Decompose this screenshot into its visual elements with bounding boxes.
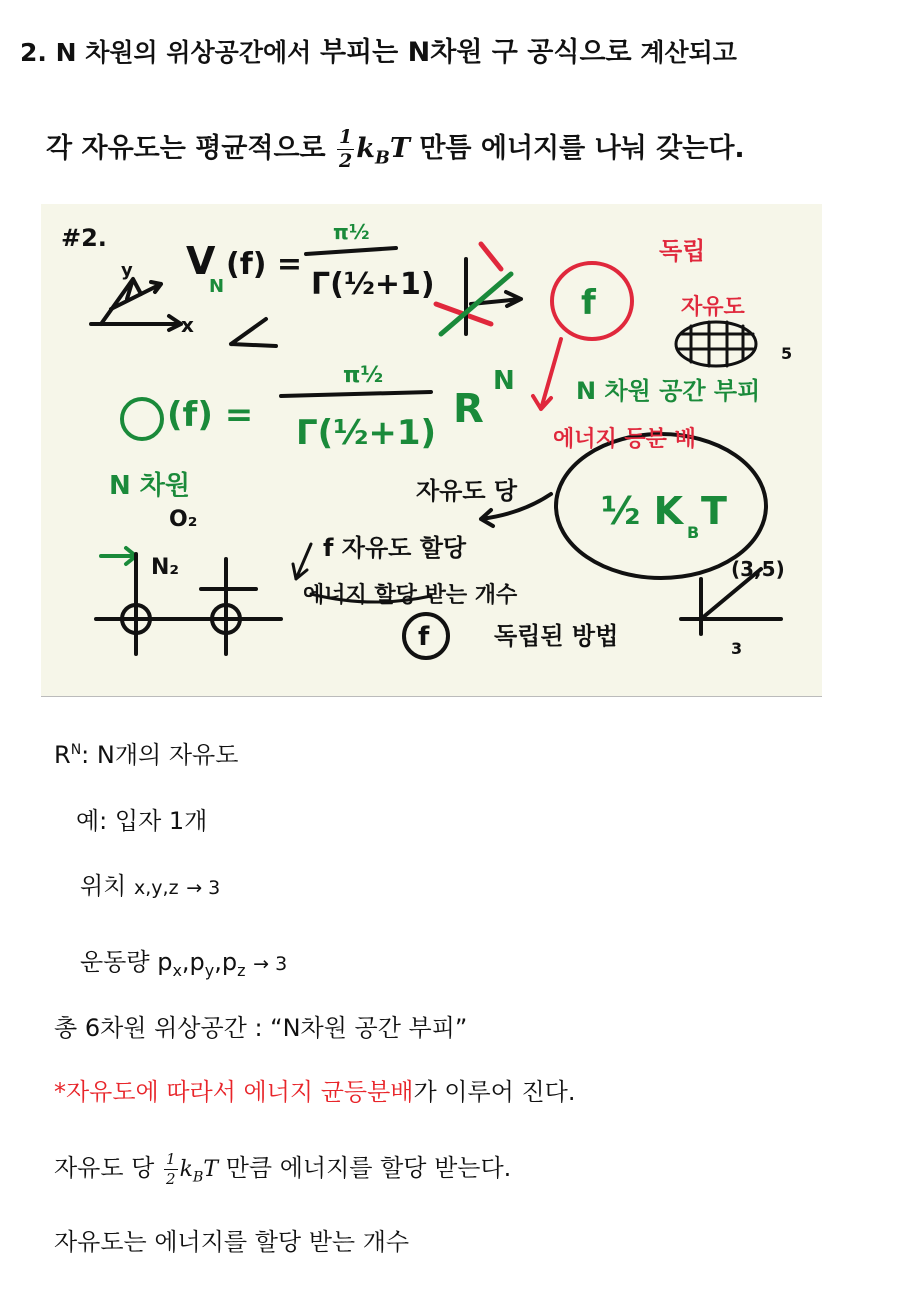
svg-text:N₂: N₂	[151, 555, 180, 580]
whiteboard-text	[61, 220, 792, 658]
half-fraction	[337, 128, 354, 171]
axes-sketch-2	[96, 554, 281, 654]
svg-text:f 자유도 할당: f 자유도 할당	[323, 534, 467, 562]
mesh-ball	[676, 322, 756, 366]
svg-text:½ K: ½ K	[601, 489, 684, 533]
svg-text:B: B	[687, 523, 700, 542]
line-total: 총 6차원 위상공간 : “N차원 공간 부피”	[54, 1014, 468, 1042]
svg-text:독립된 방법: 독립된 방법	[494, 622, 619, 650]
svg-text:O₂: O₂	[169, 507, 198, 532]
svg-text:N 차원 공간 부피: N 차원 공간 부피	[576, 377, 761, 405]
line-position: 위치 x,y,z → 3	[80, 872, 221, 900]
svg-text:5: 5	[781, 344, 793, 363]
svg-text:N 차원: N 차원	[109, 471, 191, 501]
svg-text:x: x	[181, 313, 194, 337]
svg-text:에너지 할당 받는 개수: 에너지 할당 받는 개수	[303, 583, 518, 608]
svg-text:R: R	[453, 386, 484, 432]
svg-text:π½: π½	[343, 363, 384, 388]
line-example: 예: 입자 1개	[76, 807, 208, 835]
svg-text:Γ(½+1): Γ(½+1)	[311, 267, 435, 302]
heading-1-suffix: 계산되고	[640, 38, 737, 67]
svg-text:T: T	[701, 489, 727, 533]
whiteboard-notes	[41, 204, 822, 697]
kbt-expression: $k_BT$	[356, 133, 410, 169]
kbt-expression-small: $k_BT$	[179, 1157, 219, 1186]
fraction-numerator: 1	[339, 126, 353, 148]
heading-2-prefix: 각 자유도는 평균적으로	[46, 133, 326, 164]
svg-text:π½: π½	[333, 220, 370, 244]
heading-1-prefix: 2. N 차원의 위상공간에서	[20, 38, 312, 67]
svg-text:f: f	[581, 283, 596, 323]
svg-text:N: N	[493, 366, 515, 396]
svg-text:y: y	[121, 260, 133, 281]
svg-text:독립: 독립	[659, 237, 706, 265]
svg-text:3: 3	[731, 639, 743, 658]
svg-text:#2.: #2.	[61, 224, 107, 252]
svg-text:V: V	[186, 239, 216, 283]
svg-text:(f) =: (f) =	[167, 395, 254, 435]
line-per-dof: 자유도 당 $\frac{1}{2}$ $k_BT$ 만큼 에너지를 할당 받는다.	[54, 1149, 512, 1188]
line-momentum: 운동량 $p_x,p_y,p_z \to 3$	[80, 948, 288, 980]
svg-text:자유도 당: 자유도 당	[416, 477, 518, 505]
heading-line-1	[20, 30, 737, 69]
svg-text:f: f	[418, 622, 430, 652]
half-fraction-small: $\frac{1}{2}$	[166, 1149, 176, 1188]
svg-text:Γ(½+1): Γ(½+1)	[296, 413, 437, 453]
heading-1-bold: 부피는 N차원 구 공식으로	[320, 37, 632, 68]
fraction-denominator: 2	[339, 150, 353, 172]
svg-text:(3,5): (3,5)	[731, 557, 785, 581]
line-rn: $R^N$: N개의 자유도	[54, 741, 239, 769]
whiteboard-drawing	[41, 204, 822, 696]
svg-text:(f) =: (f) =	[226, 247, 303, 282]
heading-line-2	[46, 126, 745, 171]
svg-text:에너지 등분 배: 에너지 등분 배	[553, 427, 696, 452]
line-dof-definition: 자유도는 에너지를 할당 받는 개수	[54, 1228, 410, 1256]
heading-2-suffix: 만틈 에너지를 나눠 갖는다.	[419, 133, 745, 164]
svg-text:자유도: 자유도	[681, 295, 745, 320]
line-equipartition: *자유도에 따라서 에너지 균등분배가 이루어 진다.	[54, 1078, 576, 1106]
equipartition-highlight: *자유도에 따라서 에너지 균등분배	[54, 1078, 414, 1106]
svg-text:N: N	[209, 276, 225, 297]
